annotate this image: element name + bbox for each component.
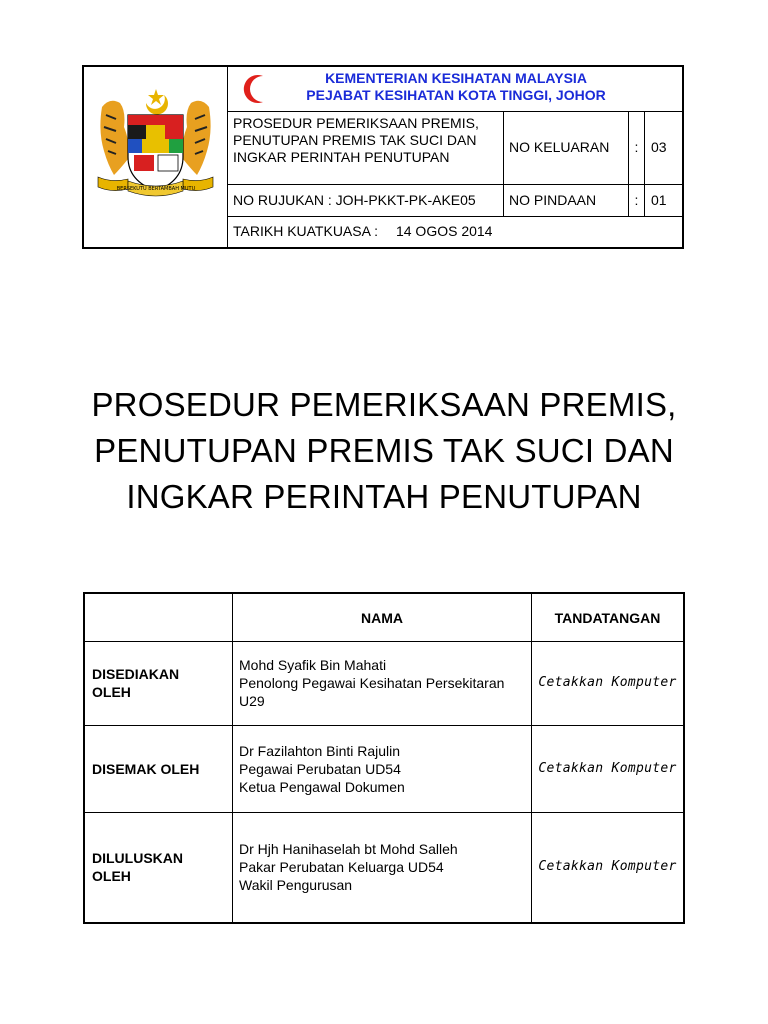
signature-cell: Cetakkan Komputer: [538, 859, 677, 874]
no-keluaran-colon: :: [629, 111, 645, 184]
role-line-1: DISEMAK OLEH: [92, 760, 200, 777]
no-rujukan: NO RUJUKAN : JOH-PKKT-PK-AKE05: [227, 184, 504, 216]
role-line-1: DILULUSKAN: [92, 850, 183, 866]
header-doc-title: PROSEDUR PEMERIKSAAN PREMIS, PENUTUPAN PREMIS TAK SUCI DAN INGKAR PERINTAH PENUTUPAN: [227, 111, 504, 184]
no-pindaan-colon: :: [629, 184, 645, 216]
person-title: Pakar Perubatan Keluarga UD54: [239, 859, 444, 875]
page-title: [40, 382, 728, 520]
signature-cell: Cetakkan Komputer: [538, 675, 677, 690]
document-header: [82, 65, 684, 249]
page-title-line-1: PROSEDUR PEMERIKSAAN PREMIS,: [91, 386, 677, 423]
person-name: Mohd Syafik Bin Mahati: [239, 657, 387, 673]
role-line-2: OLEH: [92, 868, 131, 884]
ministry-line-2: PEJABAT KESIHATAN KOTA TINGGI, JOHOR: [306, 87, 606, 103]
page-title-line-2: PENUTUPAN PREMIS TAK SUCI DAN: [94, 432, 674, 469]
person-extra: U29: [239, 693, 265, 709]
header-role-cell: [85, 594, 233, 641]
person-name: Dr Hjh Hanihaselah bt Mohd Salleh: [239, 841, 458, 857]
name-cell: [233, 641, 532, 725]
tarikh-label: TARIKH KUATKUASA :: [233, 223, 378, 239]
person-title: Pegawai Perubatan UD54: [239, 760, 401, 777]
role-cell: [85, 725, 233, 812]
role-cell: [85, 812, 233, 922]
red-crescent-icon: [241, 73, 273, 105]
no-pindaan-label: NO PINDAAN: [504, 184, 629, 216]
malaysia-coat-of-arms-icon: [84, 67, 227, 247]
column-header-nama: NAMA: [233, 594, 532, 641]
table-row: [85, 725, 683, 813]
ministry-line-1: KEMENTERIAN KESIHATAN MALAYSIA: [325, 70, 587, 86]
no-keluaran-label: NO KELUARAN: [504, 111, 629, 184]
signature-cell: Cetakkan Komputer: [538, 760, 677, 776]
coat-of-arms-logo: [84, 67, 228, 247]
ministry-name: [291, 70, 621, 104]
approval-table: [83, 592, 685, 924]
svg-text:BERSEKUTU BERTAMBAH MUTU: BERSEKUTU BERTAMBAH MUTU: [116, 186, 196, 192]
role-line-2: OLEH: [92, 684, 131, 700]
column-header-tandatangan: TANDATANGAN: [554, 609, 661, 626]
person-title: Penolong Pegawai Kesihatan Persekitaran: [239, 675, 505, 691]
tarikh-value: 14 OGOS 2014: [395, 223, 493, 239]
person-extra: Wakil Pengurusan: [239, 877, 353, 893]
no-keluaran-value: 03: [651, 139, 667, 155]
page-title-line-3: INGKAR PERINTAH PENUTUPAN: [126, 478, 642, 515]
name-cell: [233, 812, 532, 922]
table-row: [85, 641, 683, 726]
no-pindaan-value: 01: [651, 191, 667, 208]
role-cell: [85, 641, 233, 725]
table-header-row: [85, 594, 683, 642]
name-cell: [233, 725, 532, 812]
role-line-1: DISEDIAKAN: [92, 666, 180, 682]
person-name: Dr Fazilahton Binti Rajulin: [239, 742, 401, 759]
person-extra: Ketua Pengawal Dokumen: [239, 778, 405, 795]
tarikh-kuatkuasa: [227, 216, 682, 247]
table-row: [85, 812, 683, 922]
